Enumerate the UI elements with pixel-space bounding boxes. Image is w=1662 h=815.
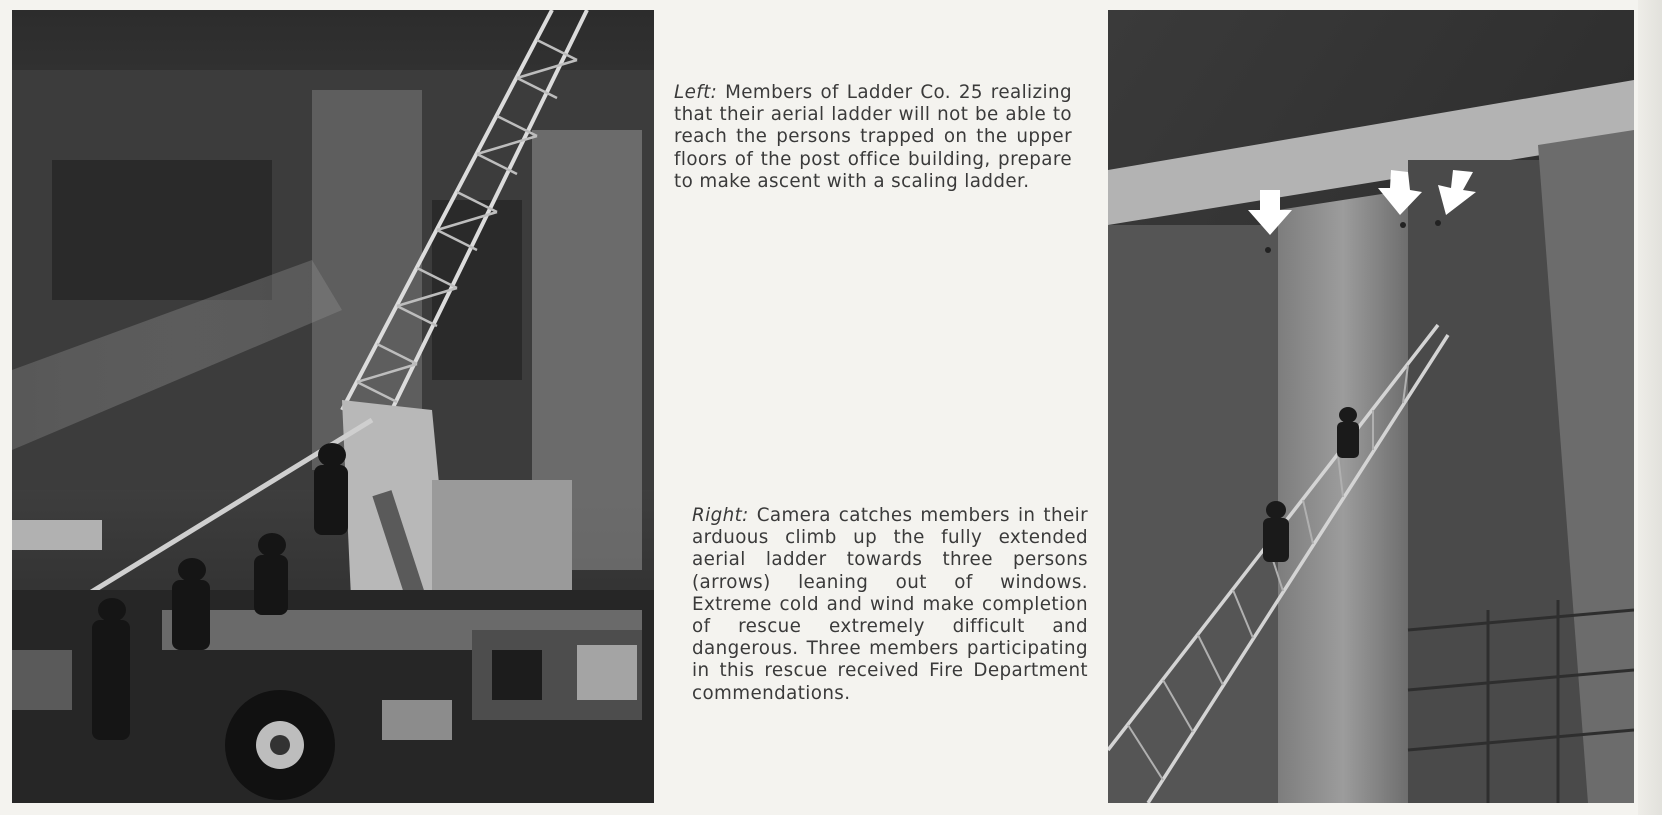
- caption-left-lead: Left:: [674, 82, 718, 103]
- photo-right-illustration: [1108, 10, 1634, 803]
- caption-right-text: Camera catches members in their arduous climb up the fully extended aerial ladder towards three persons (arrows) leaning out of windows. Extreme cold and wind make completion of rescue extremely difficult and dangerous. Three members participating in this rescue received Fire Department commendations.: [692, 505, 1088, 704]
- photo-right-aerial-ladder: [1108, 10, 1634, 803]
- caption-left-text: Members of Ladder Co. 25 realizing that their aerial ladder will not be able to reach the persons trapped on the upper floors of the post office building, prepare to make ascent with a scaling ladder.: [674, 82, 1072, 192]
- caption-left: [674, 82, 1072, 193]
- page-edge: [1638, 0, 1662, 815]
- caption-right: [692, 505, 1088, 705]
- photo-left-illustration: [12, 10, 654, 803]
- caption-right-lead: Right:: [692, 505, 749, 526]
- photo-left-ladder-truck: [12, 10, 654, 803]
